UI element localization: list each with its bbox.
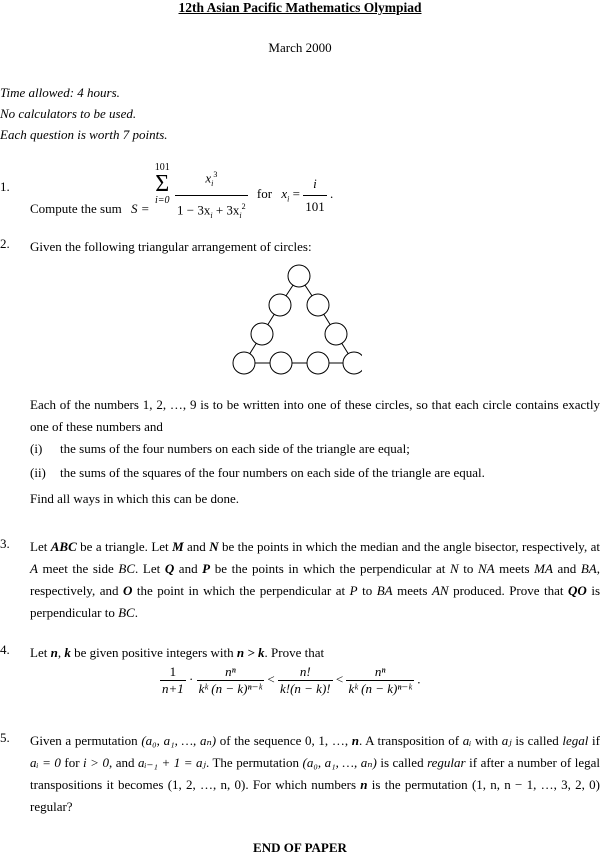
q2-intro: Given the following triangular arrangement of circles: xyxy=(30,239,312,254)
q1-x-num: i xyxy=(303,173,327,196)
q1-summand-den: $1 - 3x_i + 3x_i^2$ xyxy=(177,201,246,220)
q1-number: 1. xyxy=(0,179,10,194)
empty-circle xyxy=(307,294,329,316)
q4-text: Let n, k be given positive integers with n > k. Prove that xyxy=(30,645,325,660)
q5-text: Given a permutation (a₀, a₁, …, aₙ) of the sequence 0, 1, …, n. A transposition of aᵢ with aⱼ is called legal if aᵢ = 0 for i > 0, and aᵢ₋₁ + 1 = aⱼ. The permutation (a₀, a₁, …, aₙ) is called regular if after a number of legal transpositions it becomes (1, 2, …, n, 0). For which numbers n is the permutation (1, n, n − 1, …, 3, 2, 0) regular? xyxy=(30,733,600,814)
empty-circle xyxy=(325,323,347,345)
empty-circle xyxy=(307,352,329,374)
q2-condition-i-text: the sums of the four numbers on each side of the triangle are equal; xyxy=(60,441,410,456)
q1-x-frac xyxy=(303,173,327,218)
q4-inequality xyxy=(160,664,490,698)
q1-summand xyxy=(175,164,248,227)
circle-triangle-figure xyxy=(232,262,362,380)
q1-period: . xyxy=(329,186,334,202)
q2-condition-ii-label: (ii) xyxy=(30,465,46,480)
q1-text xyxy=(30,162,600,225)
empty-circle xyxy=(251,323,273,345)
q1-for: for xyxy=(256,186,273,202)
q4-less-than-1: < xyxy=(267,671,275,687)
q1-lead: Compute the sum xyxy=(30,201,122,217)
q1-sum-lhs: S = xyxy=(130,201,150,217)
q4-period: . xyxy=(417,671,421,687)
rule-calculators: No calculators to be used. xyxy=(0,106,137,121)
q4-number: 4. xyxy=(0,642,10,657)
paper-title: 12th Asian Pacific Mathematics Olympiad xyxy=(178,0,422,15)
q4-less-than-2: < xyxy=(335,671,344,687)
q4-dot: · xyxy=(189,671,194,687)
exam-rules xyxy=(0,82,168,145)
end-of-paper: END OF PAPER xyxy=(253,840,347,855)
empty-circle xyxy=(233,352,255,374)
q4-frac-2: $\frac{\text{nⁿ}}{\text{kᵏ (n − k)ⁿ⁻ᵏ}}$ xyxy=(198,664,263,697)
paper-date: March 2000 xyxy=(268,40,332,55)
q3-text: Let ABC be a triangle. Let M and N be the points in which the median and the angle bisector, respectively, at A meet the side BC. Let Q and P be the points in which the perpendicular at N to NA meets MA and BA, respectively, and O the point in which the perpendicular at P to BA meets AN produced. Prove that QO is perpendicular to BC. xyxy=(30,539,600,620)
q2-condition-ii-text: the sums of the squares of the four numbers on each side of the triangle are equal. xyxy=(60,465,485,480)
empty-circle xyxy=(288,265,310,287)
q2-closing: Find all ways in which this can be done. xyxy=(30,491,240,506)
q4-frac-4: $\frac{\text{nⁿ}}{\text{kᵏ (n − k)ⁿ⁻ᵏ}}$ xyxy=(348,664,412,697)
q2-condition-ii xyxy=(30,462,600,484)
q4-frac-1: $\frac{1}{n+1}$ xyxy=(162,664,184,697)
q2-condition-i xyxy=(30,438,600,460)
q1-summand-num: $x_i^3$ xyxy=(175,164,248,196)
q3-number: 3. xyxy=(0,536,10,551)
q2-condition-i-label: (i) xyxy=(30,441,43,456)
q1-sigma-lower: i=0 xyxy=(154,195,170,206)
q1-x-den: 101 xyxy=(305,198,325,214)
q2-number: 2. xyxy=(0,236,10,251)
q1-x-lhs: $x_i$ = xyxy=(281,186,300,204)
q1-sigma xyxy=(155,162,170,206)
empty-circle xyxy=(269,294,291,316)
q1-sigma-upper: 101 xyxy=(154,162,170,173)
q5-number: 5. xyxy=(0,730,10,745)
q4-frac-3: $\frac{n!}{k!(n - k)!}$ xyxy=(279,664,331,697)
rule-points: Each question is worth 7 points. xyxy=(0,127,168,142)
empty-circle xyxy=(343,352,362,374)
rule-time: Time allowed: 4 hours. xyxy=(0,85,120,100)
q2-paragraph: Each of the numbers 1, 2, …, 9 is to be written into one of these circles, so that each circle contains exactly one of these numbers and xyxy=(30,397,600,434)
empty-circle xyxy=(270,352,292,374)
q1-sigma-symbol: Σ xyxy=(155,171,170,197)
